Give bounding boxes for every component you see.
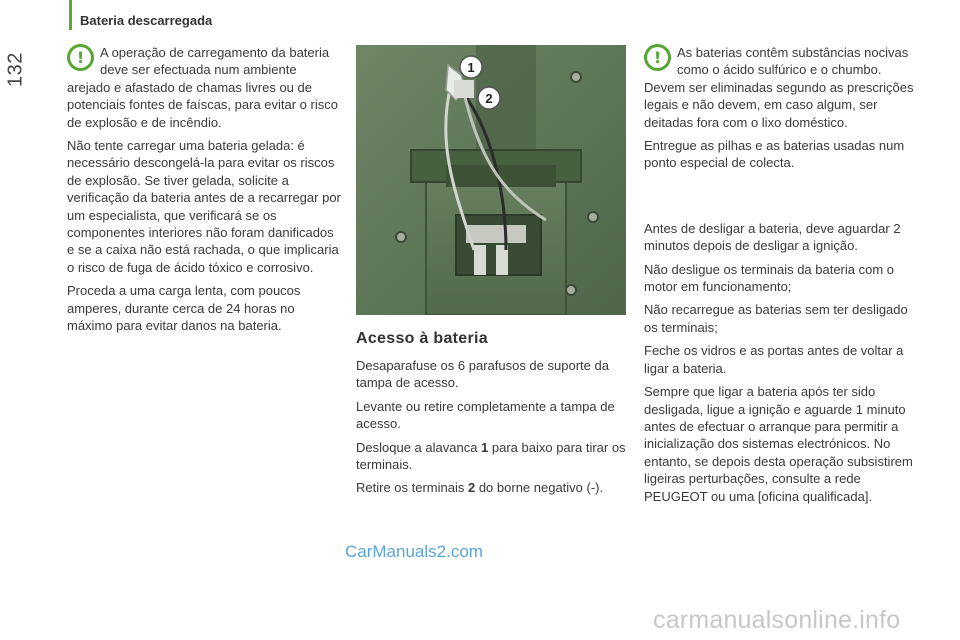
mid-paragraph-terminals-post: do borne negativo (-). [475, 480, 604, 496]
right-paragraph-engine-running: Não desligue os terminais da bateria com o motor em funcionamento; [644, 261, 895, 295]
battery-access-photo [356, 45, 626, 315]
right-paragraph-wait: Antes de desligar a bateria, deve aguardar 2 minutos depois de desligar a ignição. [644, 220, 901, 254]
mid-paragraph-lift-cover: Levante ou retire completamente a tampa de acesso. [356, 398, 615, 432]
left-paragraph-frozen-battery: Não tente carregar uma bateria gelada: é necessário descongelá-la para evitar os riscos de explosão. Se tiver gelada, solicite a verificação da bateria antes de a recarregar por um especialista, que verificará se os componentes interiores não foram danificados e se a caixa não está rachada, o que implicaria o risco de fuga de ácido tóxico e corrosivo. [67, 138, 341, 275]
mid-paragraph-lever-ref: 1 [481, 439, 489, 455]
mid-paragraph-lever [356, 439, 626, 474]
mid-paragraph-unscrew: Desaparafuse os 6 parafusos de suporte da tampa de acesso. [356, 358, 609, 391]
mid-paragraph-lever-pre: Desloque a alavanca [356, 439, 482, 455]
column-spacer [644, 178, 916, 220]
warning-icon: ! [644, 44, 671, 71]
warning-icon: ! [67, 44, 94, 71]
battery-photo-illustration [356, 45, 626, 315]
left-warning-paragraph [67, 44, 343, 131]
right-warning-text: As baterias contêm substâncias nocivas como o ácido sulfúrico e o chumbo. Devem ser eliminadas segundo as prescrições legais e não devem, em caso algum, ser deitadas fora com o lixo doméstico. [644, 45, 914, 130]
section-header-title: Bateria descarregada [80, 13, 213, 28]
left-paragraph-slow-charge: Proceda a uma carga lenta, com poucos amperes, durante cerca de 24 horas no máximo para evitar danos na bateria. [67, 283, 301, 334]
right-paragraph-recharge: Não recarregue as baterias sem ter desligado os terminais; [644, 302, 908, 335]
header-accent-bar [69, 0, 72, 30]
mid-paragraph-lever-post: para baixo para tirar os terminais. [356, 439, 626, 473]
right-column [644, 44, 916, 511]
section-title-battery-access: Acesso à bateria [356, 330, 488, 347]
watermark-carmanuals2: CarManuals2.com [345, 542, 483, 561]
left-warning-text: A operação de carregamento da bateria deve ser efectuada num ambiente arejado e afastado de chamas livres ou de potenciais fontes de faíscas, para evitar o risco de explosão e de incêndio. [67, 45, 338, 130]
callout-label-1: 1 [467, 60, 475, 75]
right-warning-paragraph [644, 44, 916, 131]
mid-paragraph-terminals-pre: Retire os terminais [356, 480, 468, 496]
middle-column [356, 357, 626, 503]
page-number: 132 [4, 52, 27, 87]
mid-paragraph-terminals-ref: 2 [467, 480, 476, 496]
watermark-carmanualsonline: carmanualsonline.info [653, 606, 901, 634]
right-paragraph-reconnect: Sempre que ligar a bateria após ter sido desligada, ligue a ignição e aguarde 1 minuto antes de efectuar o arranque para permitir a inicialização dos sistemas electrónicos. No entanto, se depois desta operação subsistirem ligeiras perturbações, consulte a rede PEUGEOT ou uma [oficina qualificada]. [644, 384, 913, 504]
callout-label-2: 2 [485, 91, 493, 106]
mid-paragraph-terminals [356, 479, 626, 496]
left-column [67, 44, 343, 341]
right-paragraph-windows: Feche os vidros e as portas antes de voltar a ligar a bateria. [644, 343, 904, 376]
right-paragraph-collection: Entregue as pilhas e as baterias usadas num ponto especial de colecta. [644, 138, 905, 171]
